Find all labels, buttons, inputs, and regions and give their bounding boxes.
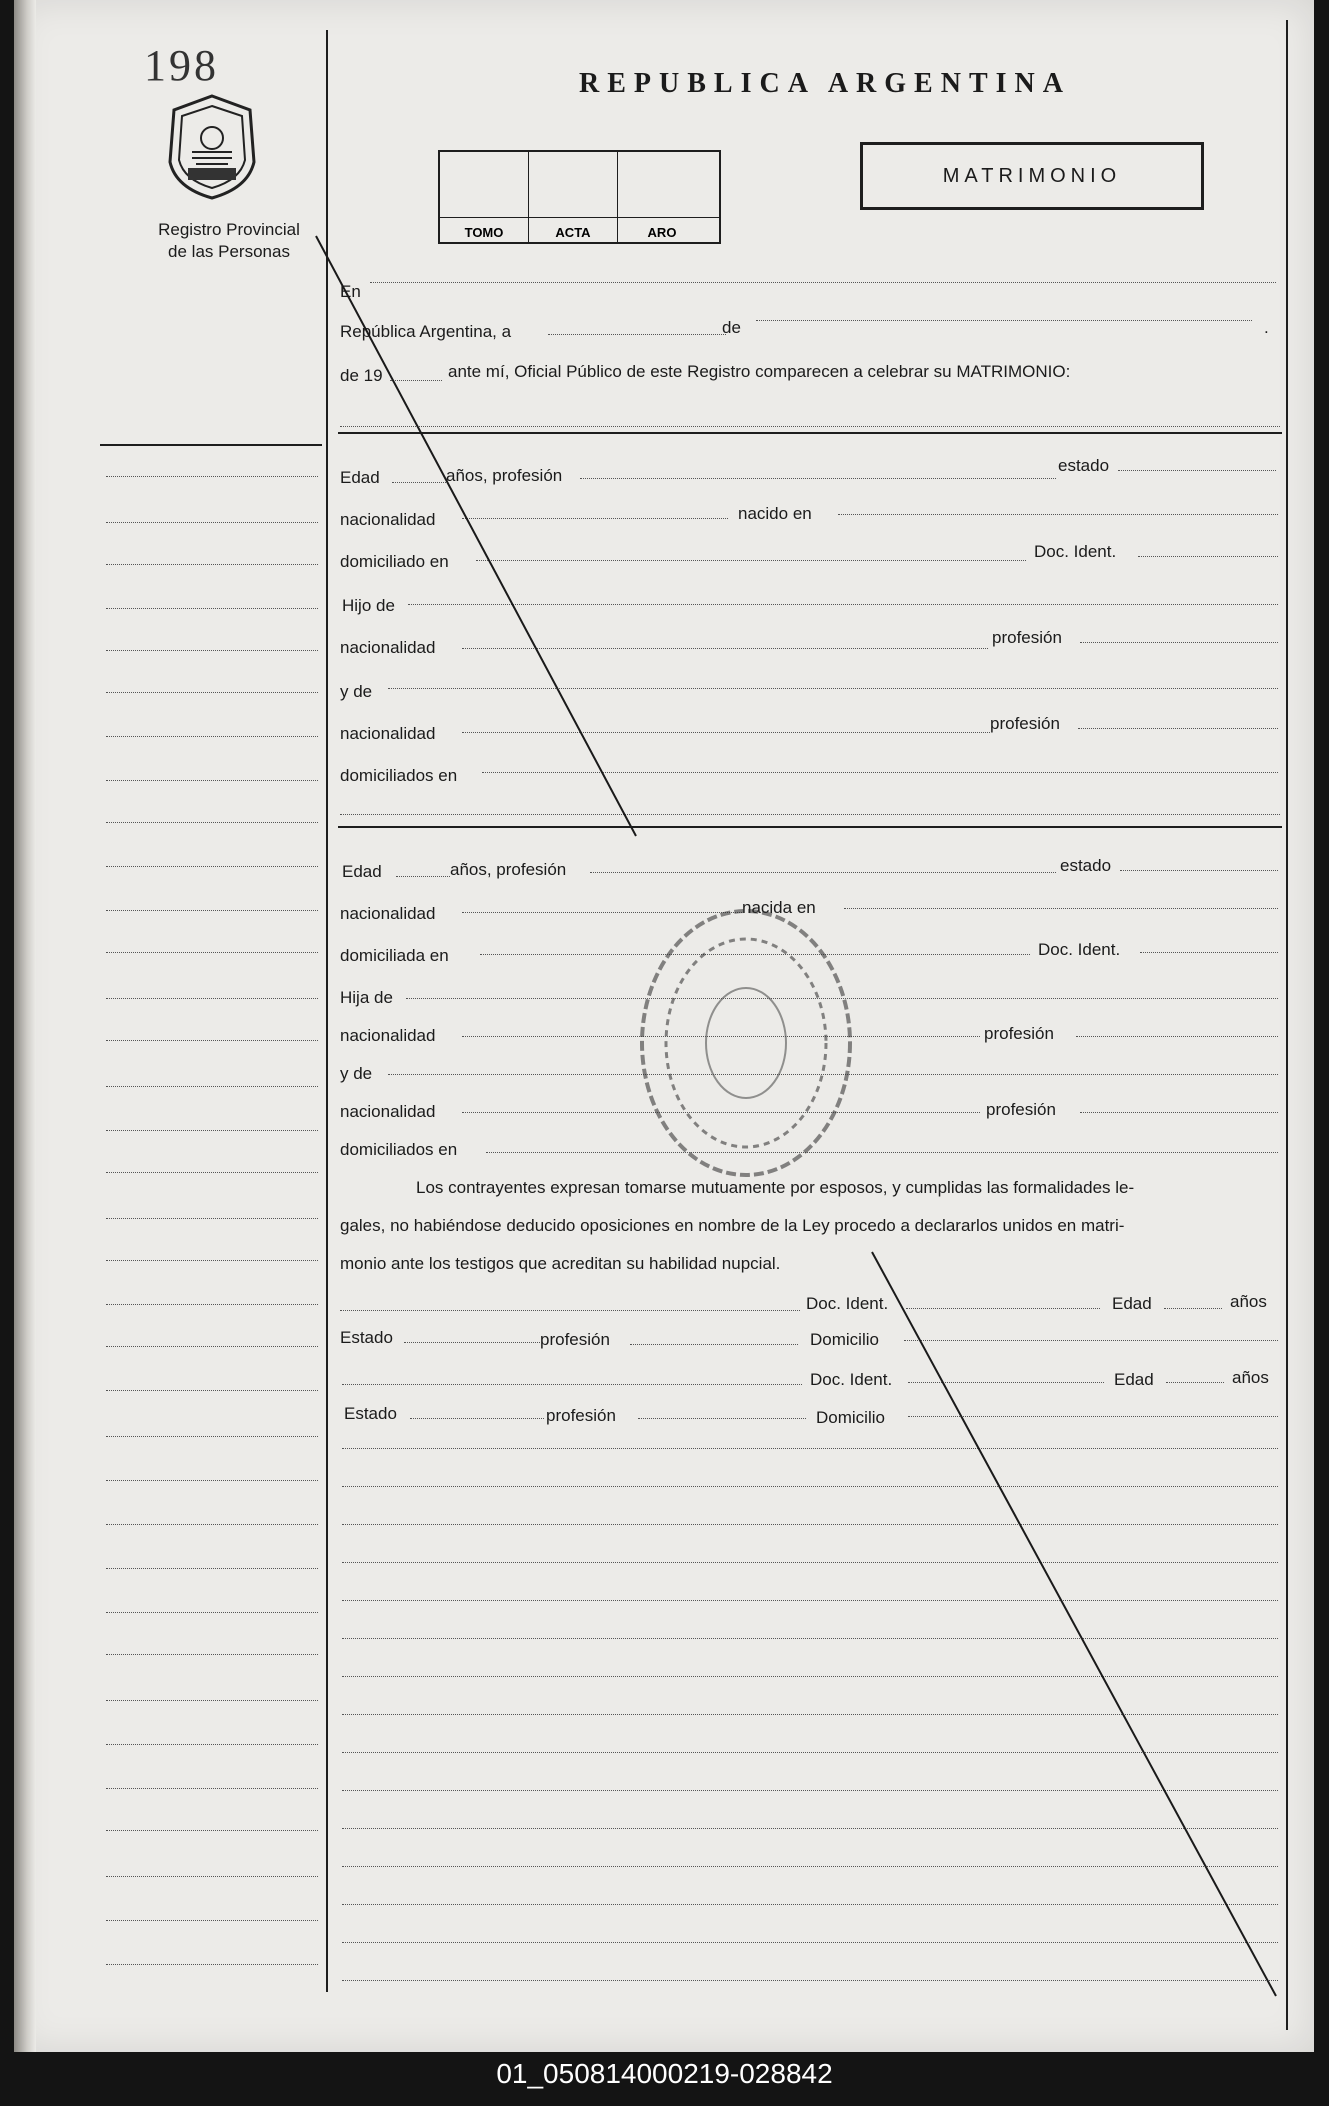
document-page — [14, 0, 1314, 2052]
witness1-doc-label: Doc. Ident. — [806, 1294, 889, 1313]
registry-line-1: Registro Provincial — [158, 220, 300, 239]
witness2-profesion-label: profesión — [546, 1406, 616, 1425]
label-ante: ante mí, Oficial Público de este Registro comparecen a celebrar su MATRIMONIO: — [448, 362, 1071, 381]
witness1-estado-label: Estado — [340, 1328, 393, 1347]
groom-estado-label: estado — [1058, 456, 1110, 475]
declaration-line-1: Los contrayentes expresan tomarse mutuamente por esposos, y cumplidas las formalidades le- — [416, 1178, 1135, 1197]
bride-nacida-label: nacida en — [742, 898, 816, 917]
witness1-profesion-label: profesión — [540, 1330, 610, 1349]
bride-y-de-label: y de — [340, 1064, 373, 1083]
bride-doc-label: Doc. Ident. — [1038, 940, 1121, 959]
bride-domicilio-label: domiciliada en — [340, 946, 449, 965]
witness1-domicilio-label: Domicilio — [810, 1330, 879, 1349]
groom-nacionalidad-label: nacionalidad — [340, 510, 436, 529]
groom-domicilio-label: domiciliado en — [340, 552, 449, 571]
act-type-box: MATRIMONIO — [860, 142, 1204, 210]
declaration-line-3: monio ante los testigos que acreditan su habilidad nupcial. — [340, 1254, 781, 1273]
bride-nacionalidad-label: nacionalidad — [340, 904, 436, 923]
witness2-doc-label: Doc. Ident. — [810, 1370, 893, 1389]
bride-mother-nacionalidad-label: nacionalidad — [340, 1102, 436, 1121]
groom-doc-label: Doc. Ident. — [1034, 542, 1117, 561]
declaration-line-2: gales, no habiéndose deducido oposiciones en nombre de la Ley procedo a declararlos unidos en matri- — [340, 1216, 1125, 1235]
groom-mother-profesion-label: profesión — [990, 714, 1060, 733]
image-identifier: 01_050814000219-028842 — [496, 2058, 833, 2089]
bride-profesion-label: años, profesión — [450, 860, 567, 879]
witness2-domicilio-label: Domicilio — [816, 1408, 885, 1427]
acta-label: ACTA — [555, 225, 591, 240]
witness1-anos-label: años — [1230, 1292, 1267, 1311]
registry-line-2: de las Personas — [168, 242, 290, 261]
groom-parents-domicilio-label: domiciliados en — [340, 766, 458, 785]
label-en: En — [340, 282, 361, 301]
groom-hijo-label: Hijo de — [342, 596, 395, 615]
ano-label: ARO — [647, 225, 677, 240]
bride-parents-domicilio-label: domiciliados en — [340, 1140, 458, 1159]
witness2-anos-label: años — [1232, 1368, 1269, 1387]
label-de: de — [722, 318, 741, 337]
bride-estado-label: estado — [1060, 856, 1112, 875]
official-stamp-icon — [626, 898, 866, 1188]
groom-father-nacionalidad-label: nacionalidad — [340, 638, 436, 657]
groom-y-de-label: y de — [340, 682, 373, 701]
bride-edad-label: Edad — [342, 862, 382, 881]
groom-profesion-label: años, profesión — [446, 466, 563, 485]
witness1-edad-label: Edad — [1112, 1294, 1152, 1313]
witness2-edad-label: Edad — [1114, 1370, 1154, 1389]
country-title: REPUBLICA ARGENTINA — [579, 68, 1071, 99]
tomo-label: TOMO — [464, 225, 504, 240]
groom-edad-label: Edad — [340, 468, 380, 487]
label-republica: República Argentina, a — [340, 322, 512, 341]
groom-father-profesion-label: profesión — [992, 628, 1062, 647]
bride-mother-profesion-label: profesión — [986, 1100, 1056, 1119]
groom-nacido-label: nacido en — [738, 504, 812, 523]
bride-father-profesion-label: profesión — [984, 1024, 1054, 1043]
witness2-estado-label: Estado — [344, 1404, 397, 1423]
bride-hija-label: Hija de — [340, 988, 393, 1007]
period-mark: . — [1264, 318, 1269, 337]
bride-father-nacionalidad-label: nacionalidad — [340, 1026, 436, 1045]
folio-number: 198 — [144, 41, 219, 90]
groom-mother-nacionalidad-label: nacionalidad — [340, 724, 436, 743]
label-de19: de 19 — [340, 366, 383, 385]
